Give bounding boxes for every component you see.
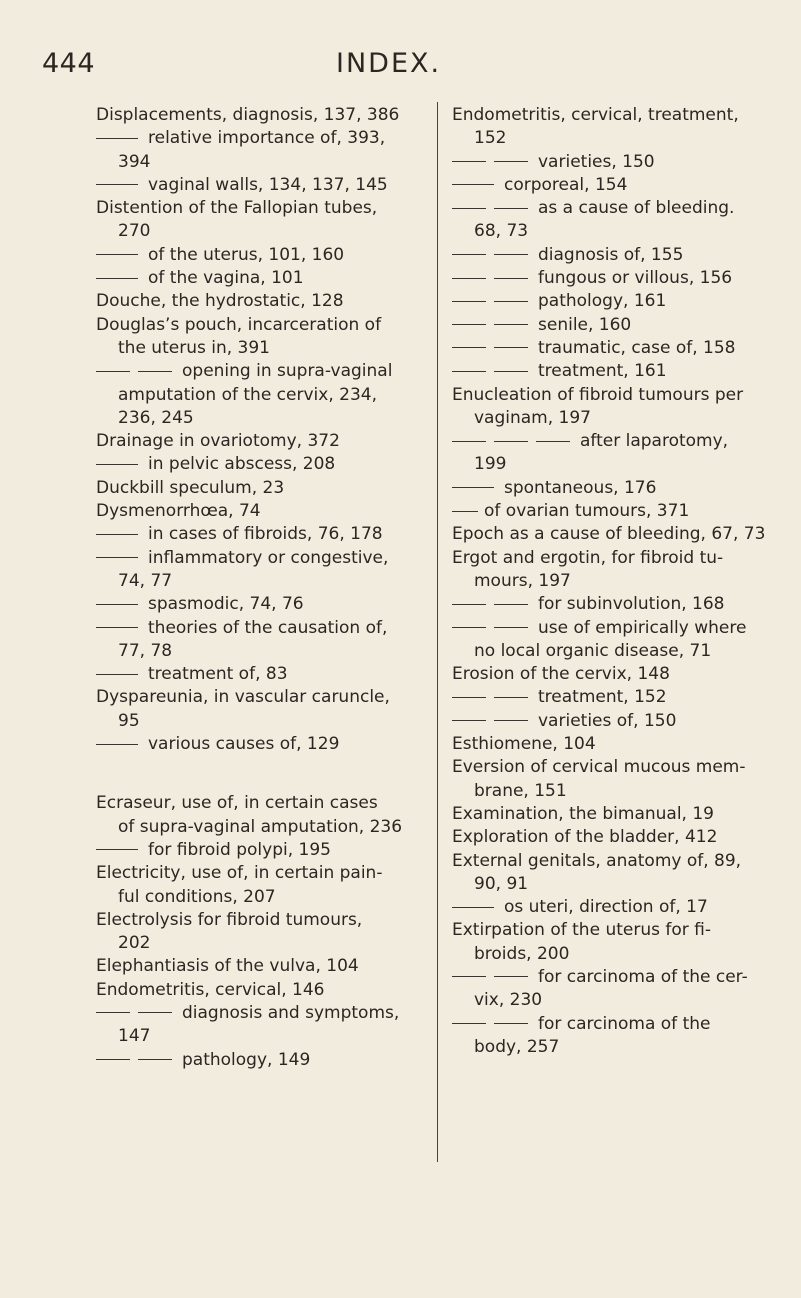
repeat-dash bbox=[96, 674, 138, 675]
index-continuation-line bbox=[452, 873, 782, 896]
index-subentry bbox=[96, 1002, 436, 1025]
index-text: of supra-vaginal amputation, 236 bbox=[118, 816, 403, 837]
index-text: various causes of, 129 bbox=[148, 734, 340, 755]
index-text: no local organic disease, 71 bbox=[474, 640, 712, 661]
repeat-dash bbox=[494, 720, 528, 721]
repeat-dash bbox=[494, 441, 528, 442]
index-continuation-line bbox=[96, 932, 436, 955]
index-text: Epoch as a cause of bleeding, 67, 73 bbox=[452, 524, 766, 545]
index-subentry bbox=[452, 314, 782, 337]
index-continuation-line bbox=[452, 943, 782, 966]
repeat-dash bbox=[452, 604, 486, 605]
index-text: 68, 73 bbox=[474, 221, 529, 242]
repeat-dash bbox=[96, 1059, 130, 1060]
index-text: Drainage in ovariotomy, 372 bbox=[96, 431, 340, 452]
index-text: pathology, 149 bbox=[182, 1049, 311, 1070]
index-entry bbox=[452, 826, 782, 849]
index-text: treatment, 161 bbox=[538, 361, 667, 382]
index-text: varieties of, 150 bbox=[538, 710, 677, 731]
repeat-dash bbox=[96, 464, 138, 465]
index-continuation-line bbox=[452, 570, 782, 593]
index-subentry bbox=[96, 267, 436, 290]
index-subentry bbox=[452, 360, 782, 383]
index-subentry bbox=[452, 686, 782, 709]
index-text: Electrolysis for fibroid tumours, bbox=[96, 909, 363, 930]
repeat-dash bbox=[452, 441, 486, 442]
repeat-dash bbox=[96, 184, 138, 185]
repeat-dash bbox=[96, 627, 138, 628]
repeat-dash bbox=[138, 371, 172, 372]
index-entry bbox=[452, 663, 782, 686]
index-text: Distention of the Fallopian tubes, bbox=[96, 198, 378, 219]
repeat-dash bbox=[452, 907, 494, 908]
index-entry bbox=[452, 104, 782, 127]
index-text: in cases of fibroids, 76, 178 bbox=[148, 524, 383, 545]
index-text: broids, 200 bbox=[474, 943, 570, 964]
index-subentry bbox=[96, 127, 436, 150]
index-text: treatment of, 83 bbox=[148, 664, 288, 685]
index-subentry bbox=[452, 244, 782, 267]
index-text: Exploration of the bladder, 412 bbox=[452, 827, 718, 848]
index-text: diagnosis and symptoms, bbox=[182, 1002, 400, 1023]
index-subentry bbox=[452, 174, 782, 197]
index-subentry bbox=[96, 663, 436, 686]
index-continuation-line bbox=[452, 220, 782, 243]
repeat-dash bbox=[494, 627, 528, 628]
index-text: Erosion of the cervix, 148 bbox=[452, 664, 670, 685]
running-title: INDEX. bbox=[336, 48, 442, 79]
index-subentry bbox=[96, 1049, 436, 1072]
repeat-dash bbox=[452, 184, 494, 185]
repeat-dash bbox=[452, 976, 486, 977]
repeat-dash bbox=[452, 208, 486, 209]
index-continuation-line bbox=[96, 640, 436, 663]
index-subentry bbox=[452, 1013, 782, 1036]
index-text: relative importance of, 393, bbox=[148, 128, 386, 149]
index-text: pathology, 161 bbox=[538, 291, 667, 312]
repeat-dash bbox=[452, 324, 486, 325]
index-entry bbox=[96, 500, 436, 523]
index-text: Eversion of cervical mucous mem- bbox=[452, 757, 746, 778]
index-text: the uterus in, 391 bbox=[118, 337, 270, 358]
index-text: ful conditions, 207 bbox=[118, 886, 276, 907]
index-text: Elephantiasis of the vulva, 104 bbox=[96, 956, 359, 977]
index-continuation-line bbox=[96, 816, 436, 839]
index-text: amputation of the cervix, 234, bbox=[118, 384, 377, 405]
index-text: body, 257 bbox=[474, 1036, 560, 1057]
index-text: after laparotomy, bbox=[580, 431, 729, 452]
repeat-dash bbox=[452, 371, 486, 372]
index-text: Duckbill speculum, 23 bbox=[96, 477, 285, 498]
repeat-dash bbox=[96, 744, 138, 745]
repeat-dash bbox=[96, 534, 138, 535]
index-subentry bbox=[452, 593, 782, 616]
index-continuation-line bbox=[96, 220, 436, 243]
index-continuation-line bbox=[96, 570, 436, 593]
index-subentry bbox=[96, 453, 436, 476]
repeat-dash bbox=[536, 441, 570, 442]
index-text: for fibroid polypi, 195 bbox=[148, 839, 331, 860]
index-column-left bbox=[96, 104, 436, 1072]
index-subentry bbox=[452, 477, 782, 500]
index-subentry bbox=[452, 617, 782, 640]
index-text: Electricity, use of, in certain pain- bbox=[96, 863, 383, 884]
index-entry bbox=[96, 862, 436, 885]
index-text: Displacements, diagnosis, 137, 386 bbox=[96, 105, 400, 125]
index-text: senile, 160 bbox=[538, 314, 632, 335]
repeat-dash bbox=[494, 254, 528, 255]
repeat-dash bbox=[494, 1023, 528, 1024]
repeat-dash bbox=[494, 301, 528, 302]
index-subentry bbox=[452, 151, 782, 174]
index-text: varieties, 150 bbox=[538, 151, 655, 172]
index-text: as a cause of bleeding. bbox=[538, 198, 735, 219]
repeat-dash bbox=[494, 697, 528, 698]
index-entry bbox=[452, 803, 782, 826]
index-continuation-line bbox=[452, 989, 782, 1012]
repeat-dash bbox=[494, 324, 528, 325]
index-continuation-line bbox=[452, 780, 782, 803]
index-text: theories of the causation of, bbox=[148, 617, 388, 638]
index-text: corporeal, 154 bbox=[504, 174, 628, 195]
index-text: Endometritis, cervical, treatment, bbox=[452, 105, 739, 125]
index-text: 90, 91 bbox=[474, 873, 529, 894]
index-entry bbox=[452, 547, 782, 570]
index-subentry bbox=[96, 174, 436, 197]
index-text: brane, 151 bbox=[474, 780, 567, 801]
repeat-dash bbox=[452, 301, 486, 302]
repeat-dash bbox=[494, 161, 528, 162]
index-text: Enucleation of fibroid tumours per bbox=[452, 384, 744, 405]
index-text: in pelvic abscess, 208 bbox=[148, 454, 336, 475]
index-subentry bbox=[96, 593, 436, 616]
repeat-dash bbox=[452, 1023, 486, 1024]
index-text: Examination, the bimanual, 19 bbox=[452, 803, 714, 824]
index-subentry bbox=[452, 267, 782, 290]
repeat-dash bbox=[494, 278, 528, 279]
index-subentry bbox=[452, 966, 782, 989]
repeat-dash bbox=[494, 347, 528, 348]
index-text: vaginal walls, 134, 137, 145 bbox=[148, 174, 388, 195]
index-entry bbox=[96, 197, 436, 220]
index-continuation-line bbox=[96, 407, 436, 430]
index-entry bbox=[452, 523, 782, 546]
index-text: Douglas’s pouch, incarceration of bbox=[96, 314, 382, 335]
index-subentry bbox=[452, 896, 782, 919]
index-subentry bbox=[452, 500, 782, 523]
index-text: Extirpation of the uterus for fi- bbox=[452, 920, 711, 941]
index-text: 152 bbox=[474, 128, 507, 149]
index-text: spontaneous, 176 bbox=[504, 477, 657, 498]
index-text: spasmodic, 74, 76 bbox=[148, 594, 304, 615]
index-entry bbox=[96, 430, 436, 453]
index-subentry bbox=[452, 337, 782, 360]
index-subentry bbox=[452, 197, 782, 220]
index-continuation-line bbox=[96, 710, 436, 733]
repeat-dash bbox=[494, 208, 528, 209]
index-text: Dysmenorrhœa, 74 bbox=[96, 501, 261, 522]
repeat-dash bbox=[96, 1012, 130, 1013]
index-entry bbox=[96, 314, 436, 337]
index-text: opening in supra-vaginal bbox=[182, 361, 393, 382]
index-text: fungous or villous, 156 bbox=[538, 268, 733, 289]
index-entry bbox=[96, 290, 436, 313]
index-text: 270 bbox=[118, 221, 151, 242]
repeat-dash bbox=[452, 627, 486, 628]
index-subentry bbox=[96, 244, 436, 267]
index-entry bbox=[452, 733, 782, 756]
repeat-dash bbox=[452, 347, 486, 348]
index-continuation-line bbox=[96, 886, 436, 909]
index-entry bbox=[96, 979, 436, 1002]
index-text: vix, 230 bbox=[474, 990, 543, 1011]
index-text: 199 bbox=[474, 454, 507, 475]
index-entry bbox=[452, 919, 782, 942]
index-text: 394 bbox=[118, 151, 151, 172]
repeat-dash bbox=[452, 511, 478, 512]
index-text: Ergot and ergotin, for fibroid tu- bbox=[452, 547, 724, 568]
index-entry bbox=[96, 477, 436, 500]
index-entry bbox=[96, 955, 436, 978]
index-continuation-line bbox=[96, 337, 436, 360]
repeat-dash bbox=[452, 720, 486, 721]
index-text: 77, 78 bbox=[118, 640, 173, 661]
index-continuation-line bbox=[96, 151, 436, 174]
page-header bbox=[0, 48, 801, 88]
index-entry bbox=[96, 909, 436, 932]
index-text: 74, 77 bbox=[118, 570, 173, 591]
repeat-dash bbox=[452, 278, 486, 279]
index-text: treatment, 152 bbox=[538, 687, 667, 708]
index-text: mours, 197 bbox=[474, 570, 571, 591]
index-text: 202 bbox=[118, 933, 151, 954]
repeat-dash bbox=[494, 371, 528, 372]
index-text: Ecraseur, use of, in certain cases bbox=[96, 793, 378, 814]
index-text: 95 bbox=[118, 710, 140, 731]
index-continuation-line bbox=[452, 407, 782, 430]
index-continuation-line bbox=[96, 1025, 436, 1048]
index-column-right bbox=[452, 104, 782, 1059]
index-text: os uteri, direction of, 17 bbox=[504, 897, 708, 918]
index-text: 236, 245 bbox=[118, 407, 194, 428]
index-entry bbox=[96, 792, 436, 815]
index-text: for carcinoma of the cer- bbox=[538, 966, 748, 987]
repeat-dash bbox=[494, 604, 528, 605]
index-text: Esthiomene, 104 bbox=[452, 734, 596, 755]
index-text: diagnosis of, 155 bbox=[538, 244, 684, 265]
index-subentry bbox=[96, 523, 436, 546]
index-subentry bbox=[452, 710, 782, 733]
index-text: of ovarian tumours, 371 bbox=[484, 501, 690, 522]
repeat-dash bbox=[96, 604, 138, 605]
index-continuation-line bbox=[96, 384, 436, 407]
index-text: use of empirically where bbox=[538, 617, 747, 638]
column-divider bbox=[437, 102, 438, 1162]
repeat-dash bbox=[96, 557, 138, 558]
index-text: inflammatory or congestive, bbox=[148, 547, 389, 568]
index-text: vaginam, 197 bbox=[474, 407, 591, 428]
repeat-dash bbox=[452, 254, 486, 255]
index-text: for carcinoma of the bbox=[538, 1013, 711, 1034]
repeat-dash bbox=[452, 487, 494, 488]
repeat-dash bbox=[96, 849, 138, 850]
index-text: 147 bbox=[118, 1026, 151, 1047]
repeat-dash bbox=[96, 278, 138, 279]
index-text: External genitals, anatomy of, 89, bbox=[452, 850, 742, 871]
repeat-dash bbox=[96, 254, 138, 255]
index-text: for subinvolution, 168 bbox=[538, 594, 725, 615]
repeat-dash bbox=[452, 697, 486, 698]
index-continuation-line bbox=[452, 640, 782, 663]
index-subentry bbox=[96, 733, 436, 756]
repeat-dash bbox=[138, 1012, 172, 1013]
index-entry bbox=[96, 686, 436, 709]
repeat-dash bbox=[96, 371, 130, 372]
index-continuation-line bbox=[452, 453, 782, 476]
index-subentry bbox=[452, 290, 782, 313]
index-text: traumatic, case of, 158 bbox=[538, 337, 736, 358]
index-entry bbox=[452, 384, 782, 407]
index-entry bbox=[452, 850, 782, 873]
section-gap bbox=[96, 756, 436, 792]
index-text: Endometritis, cervical, 146 bbox=[96, 979, 325, 1000]
repeat-dash bbox=[96, 138, 138, 139]
index-text: Dyspareunia, in vascular caruncle, bbox=[96, 687, 390, 708]
index-continuation-line bbox=[452, 127, 782, 150]
repeat-dash bbox=[452, 161, 486, 162]
index-subentry bbox=[96, 360, 436, 383]
repeat-dash bbox=[138, 1059, 172, 1060]
index-text: Douche, the hydrostatic, 128 bbox=[96, 291, 344, 312]
index-subentry bbox=[96, 617, 436, 640]
index-entry bbox=[96, 104, 436, 127]
index-subentry bbox=[96, 547, 436, 570]
index-subentry bbox=[96, 839, 436, 862]
page-number: 444 bbox=[42, 48, 96, 79]
repeat-dash bbox=[494, 976, 528, 977]
index-text: of the vagina, 101 bbox=[148, 268, 304, 289]
index-continuation-line bbox=[452, 1036, 782, 1059]
index-subentry bbox=[452, 430, 782, 453]
index-text: of the uterus, 101, 160 bbox=[148, 244, 345, 265]
index-entry bbox=[452, 756, 782, 779]
